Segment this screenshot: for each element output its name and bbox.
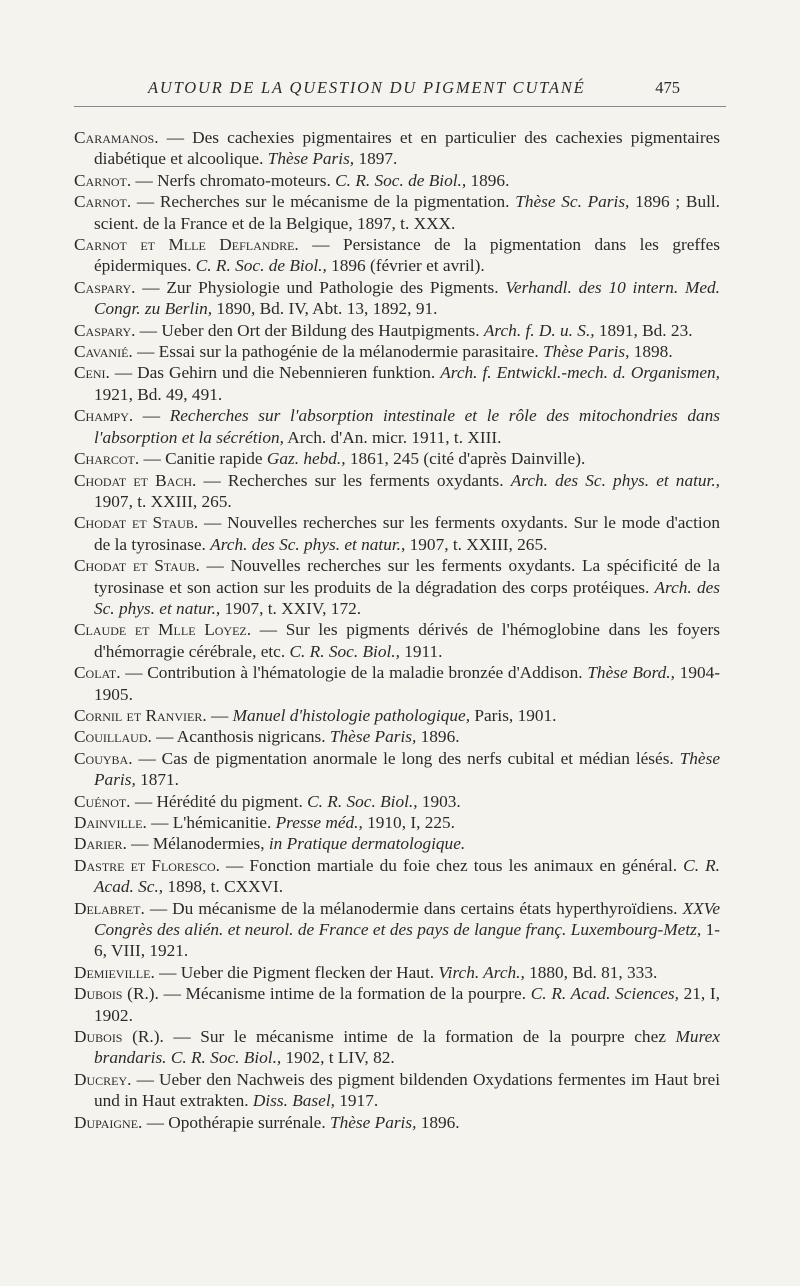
entry-text: — Hérédité du pigment.	[130, 791, 308, 811]
entry-rest: 1-6, VIII, 1921.	[94, 920, 721, 961]
entry-text: — Sur le mécanisme intime de la formation de la pourpre chez	[163, 1027, 676, 1047]
entry-source: Arch. f. Entwickl.-mech. d. Organismen,	[440, 363, 720, 383]
entry-author: Champy.	[74, 406, 134, 426]
entry-text: —	[133, 406, 170, 426]
entry-rest: 21, I, 1902.	[94, 984, 721, 1025]
entry-source: Murex brandaris. C. R. Soc. Biol.,	[94, 1027, 720, 1068]
entry-author: Cuénot.	[74, 791, 131, 811]
entry-text: —	[206, 705, 233, 725]
entry-source: Presse méd.,	[275, 813, 363, 832]
entry-author: Couyba.	[74, 748, 133, 768]
entry-rest: 1903.	[417, 791, 461, 811]
entry-rest: 1898.	[629, 342, 673, 362]
bibliography-entry	[74, 898, 720, 962]
entry-text: — Recherches sur le mécanisme de la pigmentation.	[131, 192, 516, 212]
entry-text: — Ueber den Nachweis des pigment bildenden Oxydations fermentes im Haut brei und in Haut extrakten.	[94, 1069, 720, 1111]
entry-rest: 1921, Bd. 49, 491.	[94, 384, 223, 404]
entry-source: C. R. Acad. Sc.,	[94, 855, 720, 897]
entry-rest: 1911.	[399, 641, 443, 661]
bibliography-entry	[74, 748, 720, 791]
page-number: 475	[655, 78, 680, 97]
entry-author: Ducrey.	[74, 1069, 132, 1089]
entry-text: — Mélanodermies,	[126, 834, 269, 854]
entry-source: Arch. des Sc. phys. et natur.,	[510, 470, 720, 490]
entry-rest: 1907, t. XXIII, 265.	[405, 534, 548, 554]
entry-rest: 1910, I, 225.	[362, 813, 455, 832]
bibliography-entry	[74, 983, 720, 1026]
entry-source: in Pratique dermatologique.	[268, 834, 466, 854]
running-title: AUTOUR DE LA QUESTION DU PIGMENT CUTANÉ	[148, 78, 586, 97]
entry-text: — Das Gehirn und die Nebennieren funktion.	[109, 363, 441, 383]
entry-source: C. R. Soc. de Biol.,	[335, 170, 467, 190]
bibliography-entry	[74, 191, 720, 234]
entry-source: Thèse Paris,	[267, 149, 355, 169]
bibliography-entry	[74, 619, 720, 662]
bibliography-entry	[74, 1112, 720, 1133]
entry-text: — Acanthosis nigricans.	[151, 727, 330, 747]
entry-text: — L'hémicanitie.	[146, 813, 276, 832]
entry-text: — Nerfs chromato-moteurs.	[131, 170, 336, 190]
entry-text: — Nouvelles recherches sur les ferments oxydants. La spécificité de la tyrosinase et son action sur les produits de la dégradation des corps protéiques.	[94, 556, 720, 597]
bibliography-entry	[74, 234, 720, 277]
entry-rest: 1896 (février et avril).	[326, 256, 485, 276]
entry-source: Arch. f. D. u. S.,	[483, 320, 595, 340]
header-rule	[74, 106, 726, 107]
entry-source: Thèse Bord.,	[587, 663, 675, 683]
entry-source: C. R. Soc. Biol.,	[307, 791, 418, 811]
entry-rest: 1896.	[416, 727, 460, 747]
bibliography-entry	[74, 127, 720, 170]
entry-author: Carnot et Mlle Deflandre.	[74, 235, 299, 255]
entry-rest: 1871.	[135, 770, 179, 790]
entry-text: — Sur les pigments dérivés de l'hémoglobine dans les foyers d'hémorragie cérébrale, etc.	[94, 620, 721, 661]
bibliography-entry	[74, 726, 720, 747]
entry-rest: 1907, t. XXIII, 265.	[94, 491, 232, 511]
bibliography-list	[74, 127, 720, 1133]
bibliography-entry	[74, 170, 720, 191]
bibliography-entry	[74, 341, 720, 362]
entry-author: Dastre et Floresco.	[74, 855, 220, 875]
entry-rest: 1902, t LIV, 82.	[281, 1048, 395, 1068]
entry-source: Thèse Paris,	[330, 1112, 417, 1132]
entry-author: Demieville.	[74, 962, 155, 982]
entry-author: Dupaigne.	[74, 1112, 143, 1132]
entry-rest: Paris, 1901.	[470, 705, 557, 725]
entry-text: — Mécanisme intime de la formation de la pourpre.	[158, 984, 531, 1004]
entry-source: Diss. Basel,	[252, 1091, 335, 1111]
entry-author: Carnot.	[74, 170, 132, 190]
entry-text: — Canitie rapide	[139, 449, 267, 469]
entry-text: — Opothérapie surrénale.	[142, 1112, 330, 1132]
entry-author: Charcot.	[74, 449, 140, 469]
entry-source: Manuel d'histologie pathologique,	[232, 705, 471, 725]
entry-text: — Essai sur la pathogénie de la mélanodermie parasitaire.	[132, 342, 544, 362]
entry-source: Virch. Arch.,	[438, 962, 525, 982]
entry-author: Darier.	[74, 834, 127, 854]
entry-source: Arch. des Sc. phys. et natur.,	[210, 534, 406, 554]
entry-author: Cavanié.	[74, 342, 133, 362]
entry-author: Caramanos.	[74, 128, 159, 147]
entry-text: — Ueber die Pigment flecken der Haut.	[154, 962, 439, 982]
bibliography-entry	[74, 662, 720, 705]
entry-author: Cornil et Ranvier.	[74, 705, 207, 725]
bibliography-entry	[74, 833, 720, 854]
entry-author: Dubois (R.).	[74, 984, 159, 1004]
entry-source: Verhandl. des 10 intern. Med. Congr. zu Berlin,	[94, 277, 721, 319]
entry-source: Thèse Paris,	[329, 727, 417, 747]
entry-author: Couillaud.	[74, 727, 152, 747]
entry-author: Dainville.	[74, 813, 147, 832]
bibliography-entry	[74, 512, 720, 555]
entry-author: Dubois (R.).	[74, 1027, 164, 1047]
entry-author: Chodat et Staub.	[74, 556, 200, 576]
running-header	[148, 78, 680, 98]
entry-rest: 1861, 245 (cité d'après Dainville).	[345, 449, 586, 469]
entry-text: — Persistance de la pigmentation dans les greffes épidermiques.	[94, 235, 720, 276]
bibliography-entry	[74, 812, 720, 833]
entry-source: C. R. Acad. Sciences,	[530, 984, 679, 1004]
entry-author: Chodat et Staub.	[74, 513, 199, 533]
bibliography-entry	[74, 277, 720, 320]
entry-source: Arch. des Sc. phys. et natur.,	[94, 577, 720, 618]
entry-rest: 1896 ; Bull. scient. de la France et de la Belgique, 1897, t. XXX.	[94, 192, 721, 233]
entry-text: — Ueber den Ort der Bildung des Hautpigments.	[135, 320, 484, 340]
entry-text: — Cas de pigmentation anormale le long des nerfs cubital et médian lésés.	[132, 748, 680, 768]
entry-author: Claude et Mlle Loyez.	[74, 620, 252, 640]
entry-rest: 1897.	[354, 149, 398, 169]
entry-source: Gaz. hebd.,	[266, 449, 346, 469]
entry-rest: 1880, Bd. 81, 333.	[524, 962, 658, 982]
bibliography-entry	[74, 855, 720, 898]
bibliography-entry	[74, 555, 720, 619]
entry-rest: 1890, Bd. IV, Abt. 13, 1892, 91.	[212, 299, 438, 319]
bibliography-entry	[74, 962, 720, 983]
bibliography-entry	[74, 320, 720, 341]
entry-text: — Fonction martiale du foie chez tous les animaux en général.	[219, 855, 684, 875]
entry-text: — Nouvelles recherches sur les ferments oxydants. Sur le mode d'action de la tyrosinase.	[94, 513, 720, 554]
entry-rest: 1907, t. XXIV, 172.	[220, 598, 362, 618]
entry-rest: Arch. d'An. micr. 1911, t. XIII.	[283, 427, 502, 447]
entry-author: Chodat et Bach.	[74, 470, 197, 490]
entry-rest: 1917.	[334, 1091, 379, 1111]
entry-author: Ceni.	[74, 363, 110, 383]
entry-source: Recherches sur l'absorption intestinale et le rôle des mitochondries dans l'absorption et la sécrétion,	[94, 406, 720, 447]
entry-text: — Des cachexies pigmentaires et en particulier des cachexies pigmentaires diabétique et alcoolique.	[94, 128, 720, 169]
bibliography-entry	[74, 791, 720, 812]
entry-author: Colat.	[74, 663, 121, 683]
entry-text: — Zur Physiologie und Pathologie des Pigments.	[135, 277, 506, 297]
entry-author: Caspary.	[74, 320, 136, 340]
entry-source: C. R. Soc. de Biol.,	[195, 256, 327, 276]
entry-source: Thèse Sc. Paris,	[515, 192, 630, 212]
entry-text: — Recherches sur les ferments oxydants.	[196, 470, 511, 490]
entry-author: Carnot.	[74, 192, 132, 212]
entry-source: XXVe Congrès des alién. et neurol. de France et des pays de langue franç. Luxembourg-Metz,	[94, 898, 720, 940]
entry-rest: 1904-1905.	[94, 663, 720, 704]
bibliography-entry	[74, 362, 720, 405]
entry-source: Thèse Paris,	[543, 342, 630, 362]
entry-rest: 1898, t. CXXVI.	[163, 877, 284, 897]
entry-source: Thèse Paris,	[94, 748, 720, 790]
entry-rest: 1891, Bd. 23.	[594, 320, 693, 340]
entry-rest: 1896.	[466, 170, 510, 190]
entry-text: — Du mécanisme de la mélanodermie dans certains états hyperthyroïdiens.	[144, 898, 683, 918]
entry-author: Caspary.	[74, 277, 136, 297]
bibliography-entry	[74, 1026, 720, 1069]
bibliography-entry	[74, 405, 720, 448]
bibliography-entry	[74, 470, 720, 513]
bibliography-entry	[74, 1069, 720, 1112]
entry-text: — Contribution à l'hématologie de la maladie bronzée d'Addison.	[120, 663, 588, 683]
entry-source: C. R. Soc. Biol.,	[289, 641, 400, 661]
entry-rest: 1896.	[416, 1112, 460, 1132]
bibliography-entry	[74, 448, 720, 469]
bibliography-entry	[74, 705, 720, 726]
entry-author: Delabret.	[74, 898, 145, 918]
